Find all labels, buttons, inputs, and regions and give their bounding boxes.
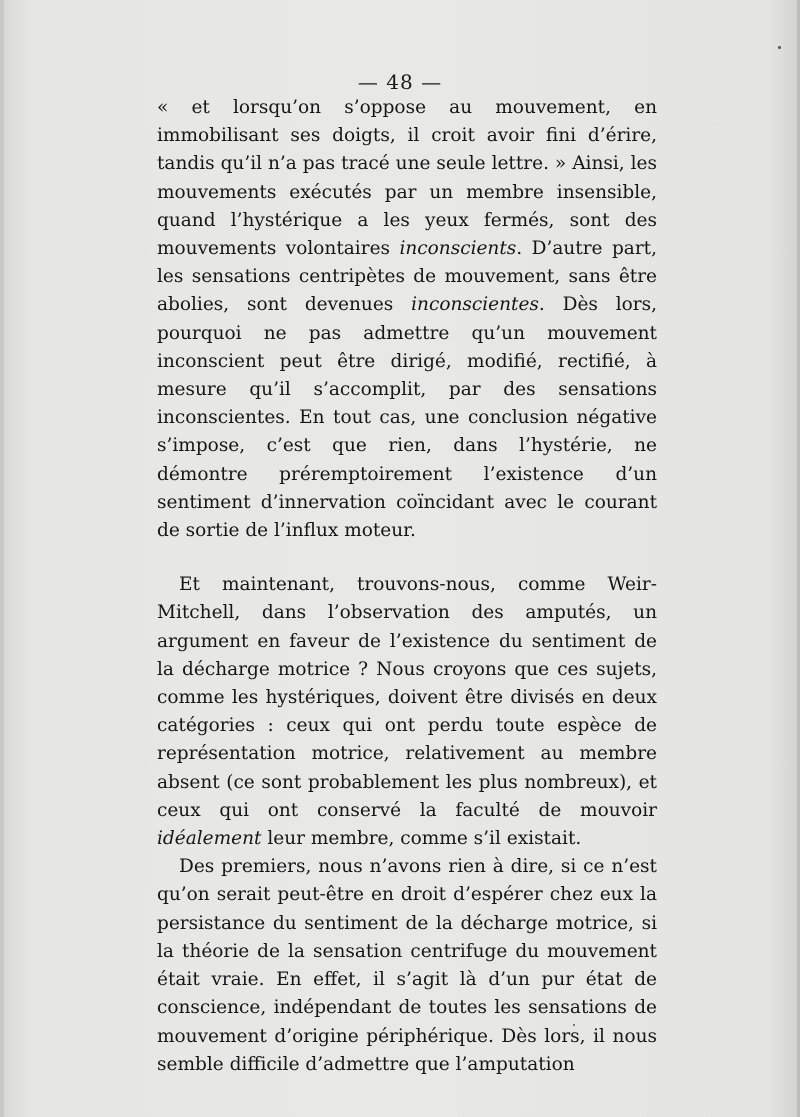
italic-run: inconscientes (411, 294, 539, 316)
scan-edge-left (0, 0, 4, 1117)
text-run: Des premiers, nous n’avons rien à dire, si ce n’est qu’on serait peut-être en droit d’espérer chez eux la persistance du sentiment de la décharge motrice, si la théorie de la sensation centrifuge du mouvement était vraie. En effet, il s’agit là d’un pur état de conscience, indépendant de toutes les sensations de mouvement d’origine périphérique. Dès lors, il nous semble difficile d’admettre que l’amputation (157, 856, 657, 1075)
text-run: . Dès lors, pourquoi ne pas admettre qu’un mouvement inconscient peut être dirigé, modifié, rectifié, à mesure qu’il s’accomplit, par des sensations inconscientes. En tout cas, une conclusion négative s’impose, c’est que rien, dans l’hystérie, ne démontre préremptoirement l’existence d’un sentiment d’innervation coïncidant avec le courant de sortie de l’influx moteur. (157, 294, 657, 542)
body-text (157, 94, 657, 1079)
text-run: leur membre, comme s’il existait. (261, 828, 582, 850)
page-number: — 48 — (357, 70, 443, 94)
paragraph-2 (157, 571, 657, 853)
text-run: . D’autre part, les sensations centripètes de mouvement, sans être abolies, sont devenues (157, 238, 657, 316)
paragraph-3 (157, 853, 657, 1079)
italic-run: inconscients (399, 238, 517, 260)
scan-speck (778, 46, 781, 49)
italic-run: idéalement (157, 828, 262, 850)
text-run: « et lorsqu’on s’oppose au mouvement, en immobilisant ses doigts, il croit avoir fini d’érire, tandis qu’il n’a pas tracé une seule lettre. » Ainsi, les mouvements exécutés par un membre insensible, quand l’hystérique a les yeux fermés, sont des mouvements volontaires (157, 97, 657, 260)
paragraph-1 (157, 94, 657, 545)
text-run: Et maintenant, trouvons-nous, comme Weir-Mitchell, dans l’observation des amputés, un argument en faveur de l’existence du sentiment de la décharge motrice ? Nous croyons que ces sujets, comme les hystériques, doivent être divisés en deux catégories : ceux qui ont perdu toute espèce de représentation motrice, relativement au membre absent (ce sont probablement les plus nombreux), et ceux qui ont conservé la faculté de mouvoir (157, 574, 657, 821)
